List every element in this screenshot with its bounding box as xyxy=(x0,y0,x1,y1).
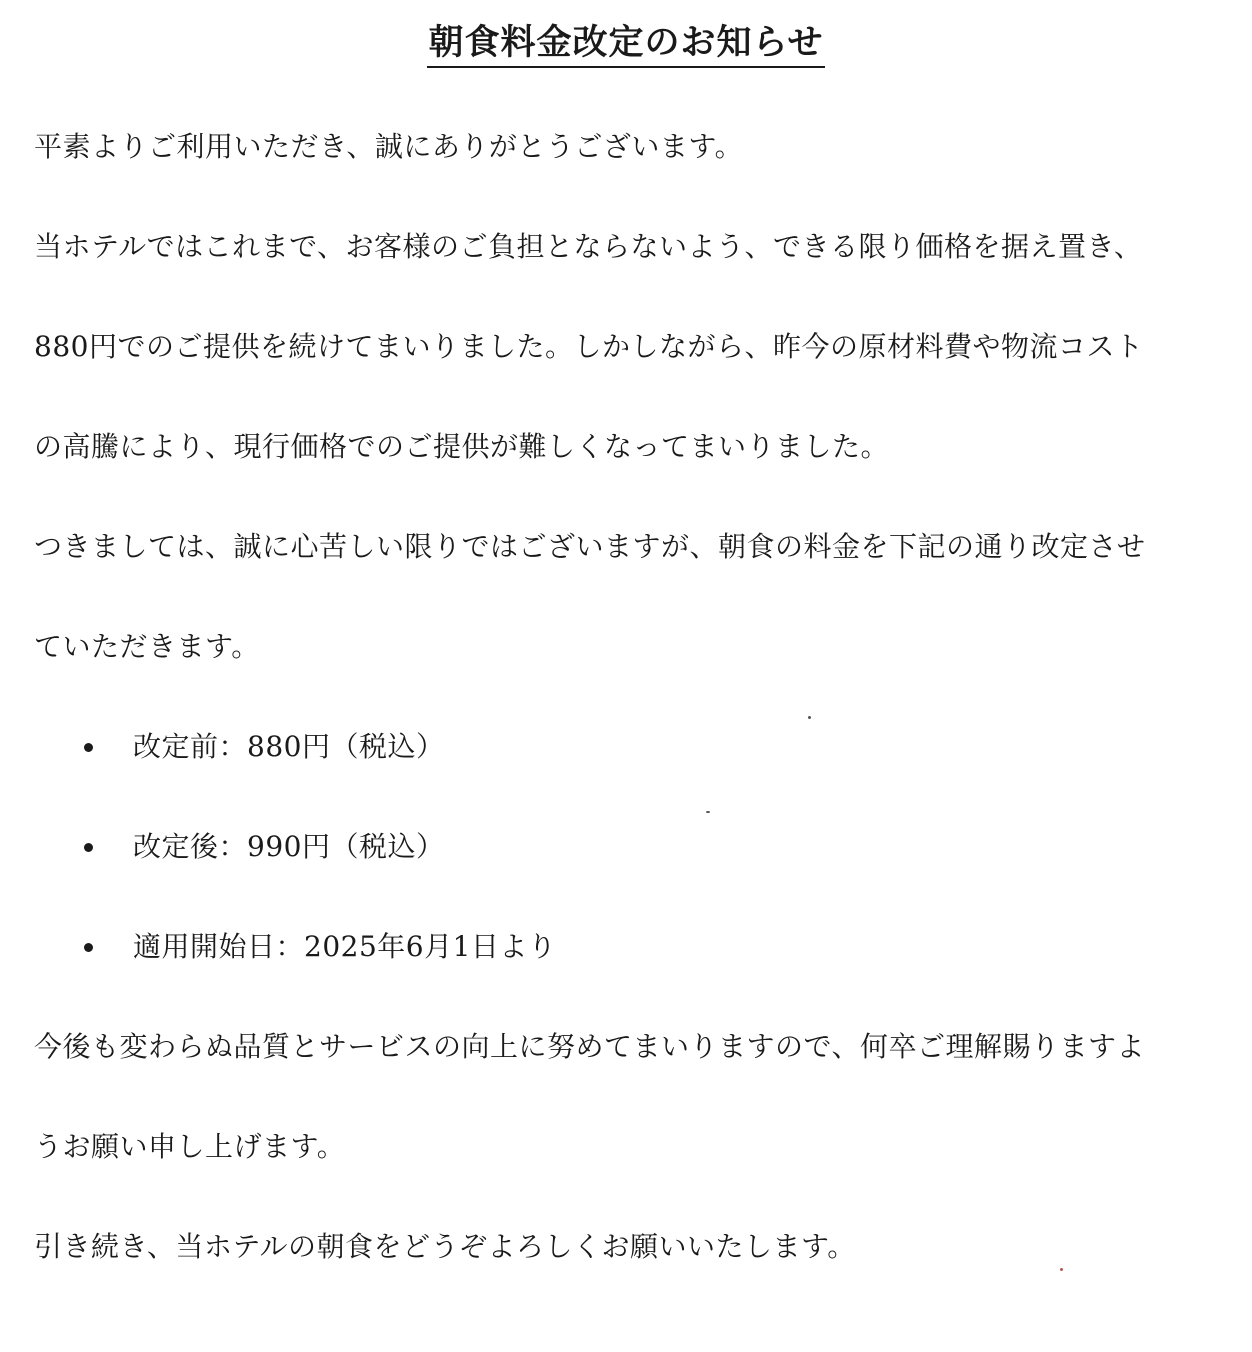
paragraph-2-line-1: つきましては、誠に心苦しい限りではございますが、朝食の料金を下記の通り改定させ xyxy=(34,530,1146,563)
bullet-icon xyxy=(84,743,93,752)
scan-speck xyxy=(706,811,710,813)
closing-line: 引き続き、当ホテルの朝食をどうぞよろしくお願いいたします。 xyxy=(34,1230,856,1263)
bullet-icon xyxy=(84,943,93,952)
paragraph-3-line-2: うお願い申し上げます。 xyxy=(34,1130,346,1163)
page-title xyxy=(0,18,1252,68)
paragraph-1-line-3: の高騰により、現行価格でのご提供が難しくなってまいりました。 xyxy=(34,430,890,463)
bullet-icon xyxy=(84,843,93,852)
paragraph-1-line-1: 当ホテルではこれまで、お客様のご負担とならないよう、できる限り価格を据え置き、 xyxy=(34,230,1143,263)
paragraph-1-line-2: 880円でのご提供を続けてまいりました。しかしながら、昨今の原材料費や物流コスト xyxy=(34,330,1144,363)
scan-speck xyxy=(808,716,811,719)
list-item-text: 改定後：990円（税込） xyxy=(133,830,445,863)
list-item-text: 改定前：880円（税込） xyxy=(133,730,445,763)
paragraph-3-line-1: 今後も変わらぬ品質とサービスの向上に努めてまいりますので、何卒ご理解賜りますよ xyxy=(34,1030,1145,1063)
list-item-text: 適用開始日：2025年6月1日より xyxy=(133,930,557,963)
greeting-line: 平素よりご利用いただき、誠にありがとうございます。 xyxy=(34,130,744,163)
scan-speck xyxy=(1060,1268,1063,1271)
page-title-text: 朝食料金改定のお知らせ xyxy=(427,22,826,68)
paragraph-2-line-2: ていただきます。 xyxy=(34,630,260,663)
